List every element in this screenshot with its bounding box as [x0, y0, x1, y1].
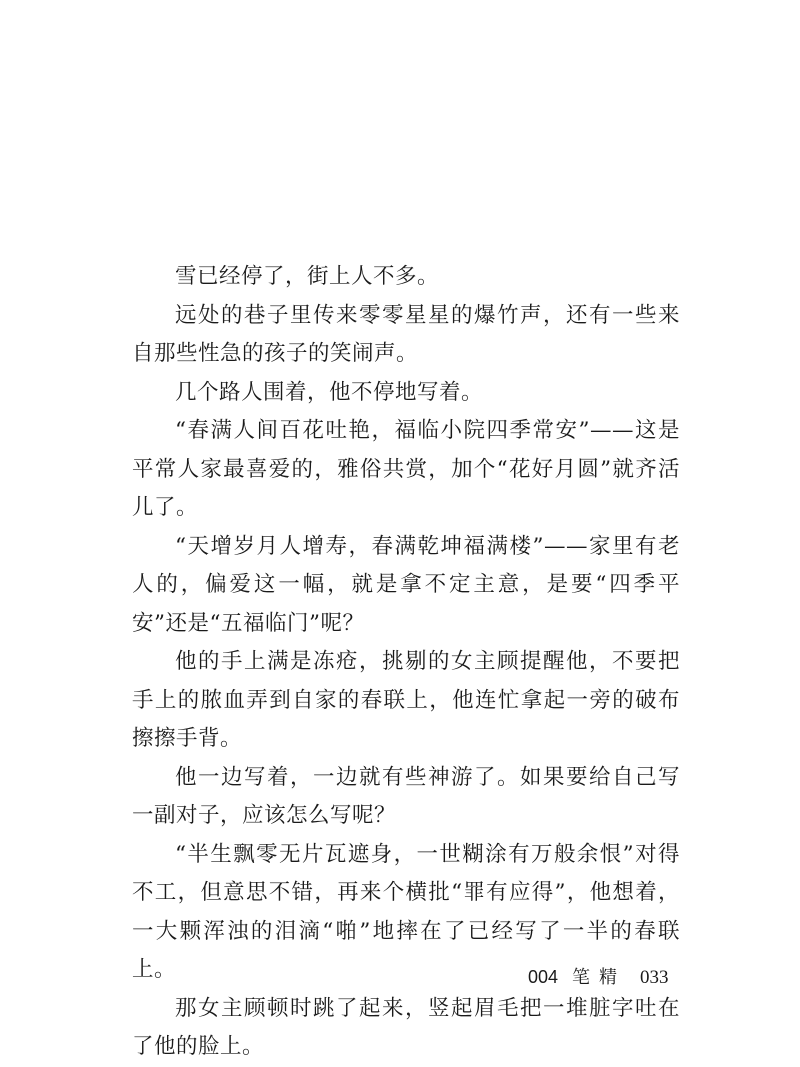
page-footer	[528, 963, 669, 989]
paragraph-7: 他一边写着，一边就有些神游了。如果要给自己写一副对子，应该怎么写呢？	[132, 764, 680, 828]
paragraph-6: 他的手上满是冻疮，挑剔的女主顾提醒他，不要把手上的脓血弄到自家的春联上，他连忙拿起一旁的破布擦擦手背。	[132, 649, 680, 751]
book-title: 笔精	[572, 967, 627, 988]
paragraph-3: 几个路人围着，他不停地写着。	[175, 379, 484, 405]
story-body	[132, 258, 680, 1067]
paragraph-4: “春满人间百花吐艳，福临小院四季常安”——这是平常人家最喜爱的，雅俗共赏，加个“花好月圆”就齐活儿了。	[132, 418, 680, 520]
series-number: 004	[528, 967, 559, 987]
paragraph-9: 那女主顾顿时跳了起来，竖起眉毛把一堆脏字吐在了他的脸上。	[132, 995, 680, 1059]
paragraph-2: 远处的巷子里传来零零星星的爆竹声，还有一些来自那些性急的孩子的笑闹声。	[132, 302, 680, 366]
paragraph-1: 雪已经停了，街上人不多。	[175, 264, 440, 289]
paragraph-8: “半生飘零无片瓦遮身，一世糊涂有万般余恨”对得不工，但意思不错，再来个横批“罪有应得”，他想着，一大颗浑浊的泪滴“啪”地摔在了已经写了一半的春联上。	[132, 841, 680, 982]
page-number: 033	[640, 967, 669, 988]
paragraph-5: “天增岁月人增寿，春满乾坤福满楼”——家里有老人的，偏爱这一幅，就是拿不定主意，是要“四季平安”还是“五福临门”呢？	[132, 533, 680, 636]
